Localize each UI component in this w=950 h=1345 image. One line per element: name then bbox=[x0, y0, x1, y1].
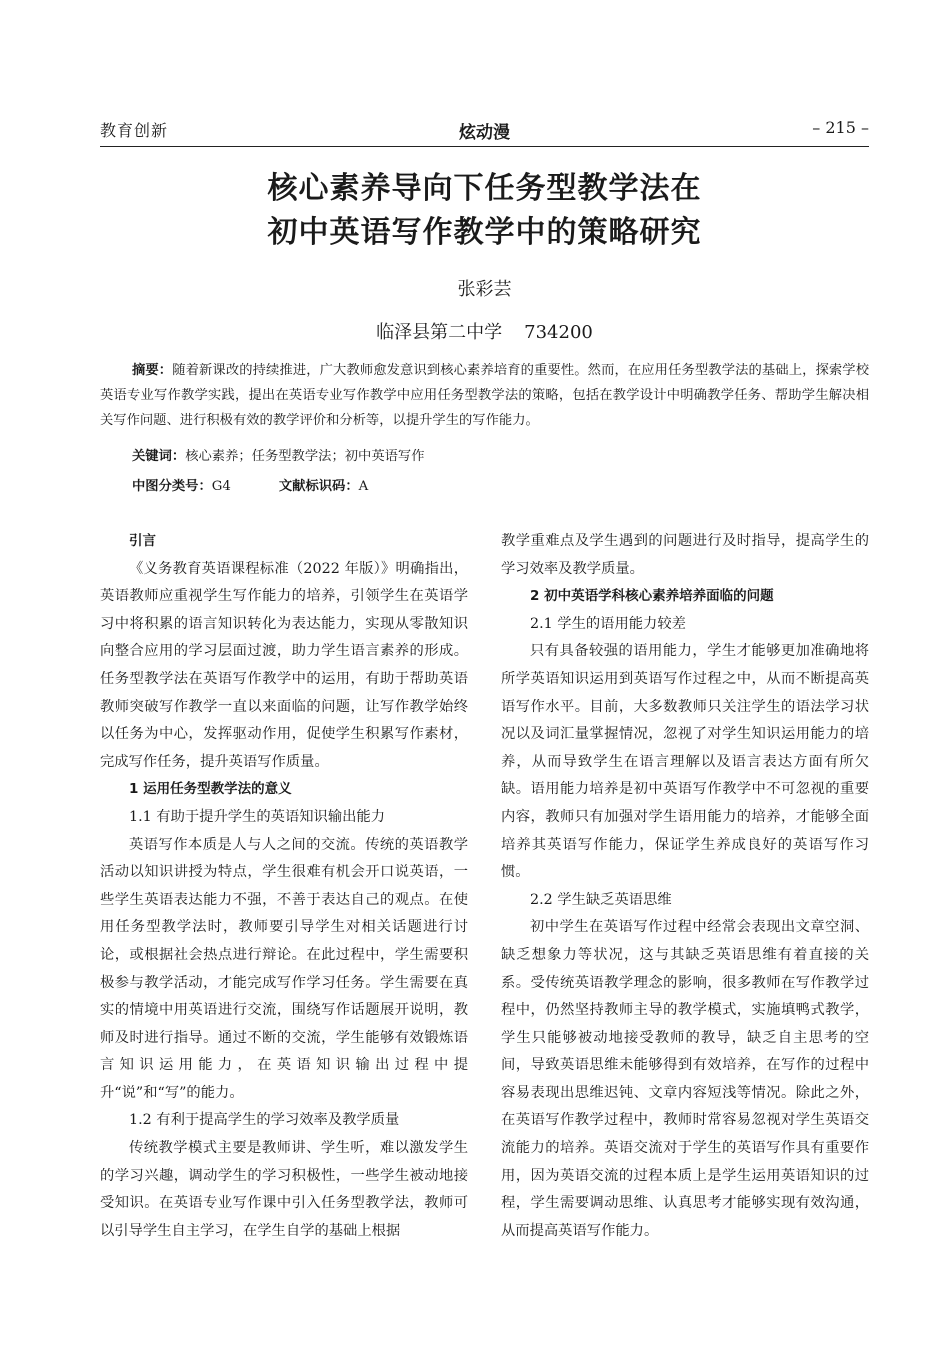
subsection-heading-2-1: 2.1 学生的语用能力较差 bbox=[530, 615, 686, 632]
article-title-line-1: 核心素养导向下任务型教学法在 bbox=[267, 171, 702, 206]
paragraph-1-1: 英语写作本质是人与人之间的交流。传统的英语教学活动以知识讲授为特点，学生很难有机会开口说英语，一些学生英语表达能力不强，不善于表达自己的观点。在使用任务型教学法时，教师要引导学生对相关话题进行讨论，或根据社会热点进行辩论。在此过程中，学生需要积极参与教学活动，才能完成写作学习任务。学生需要在真实的情境中用英语进行交流，围绕写作话题展开说明，教师及时进行指导。通过不断的交流，学生能够有效锻炼语言知识运用能力，在英语知识输出过程中提升“说”和“写”的能力。 bbox=[100, 836, 468, 1101]
doc-code-label: 文献标识码： bbox=[278, 479, 359, 494]
classification bbox=[132, 475, 368, 494]
section-heading-intro: 引言 bbox=[129, 533, 156, 549]
page-number: – 215 – bbox=[812, 118, 869, 137]
article-title-line-2: 初中英语写作教学中的策略研究 bbox=[267, 215, 702, 250]
paragraph-1-2: 传统教学模式主要是教师讲、学生听，难以激发学生的学习兴趣，调动学生的学习积极性，一些学生被动地接受知识。在英语专业写作课中引入任务型教学法，教师可以引导学生自主学习，在学生自学的基础上根据 bbox=[100, 1140, 468, 1239]
journal-name: 炫动漫 bbox=[459, 123, 510, 143]
affiliation bbox=[100, 318, 869, 344]
author: 张彩芸 bbox=[457, 279, 512, 300]
abstract-text: 随着新课改的持续推进，广大教师愈发意识到核心素养培育的重要性。然而，在应用任务型教学法的基础上，探索学校英语专业写作教学实践，提出在英语专业写作教学中应用任务型教学法的策略，包括在教学设计中明确教学任务、帮助学生解决相关写作问题、进行积极有效的教学评价和分析等，以提升学生的写作能力。 bbox=[100, 363, 870, 428]
section-heading-2: 2 初中英语学科核心素养培养面临的问题 bbox=[530, 588, 774, 605]
paragraph-2-2: 初中学生在英语写作过程中经常会表现出文章空洞、缺乏想象力等状况，这与其缺乏英语思维有着直接的关系。受传统英语教学理念的影响，很多教师在写作教学过程中，仍然坚持教师主导的教学模式，实施填鸭式教学，学生只能够被动地接受教师的教导，缺乏自主思考的空间，导致英语思维未能够得到有效培养，在写作的过程中容易表现出思维迟钝、文章内容短浅等情况。除此之外，在英语写作教学过程中，教师时常容易忽视对学生英语交流能力的培养。英语交流对于学生的英语写作具有重要作用，因为英语交流的过程本质上是学生运用英语知识的过程，学生需要调动思维、认真思考才能够实现有效沟通，从而提高英语写作能力。 bbox=[501, 919, 869, 1239]
paragraph-2-1: 只有具备较强的语用能力，学生才能够更加准确地将所学英语知识运用到英语写作过程之中，从而不断提高英语写作水平。目前，大多数教师只关注学生的语法学习状况以及词汇量掌握情况，忽视了对学生知识运用能力的培养，从而导致学生在语言理解以及语言表达方面有所欠缺。语用能力培养是初中英语写作教学中不可忽视的重要内容，教师只有加强对学生语用能力的培养，才能够全面培养其英语写作能力，保证学生养成良好的英语写作习惯。 bbox=[501, 643, 869, 881]
keywords-label: 关键词： bbox=[132, 449, 186, 464]
subsection-heading-1-2: 1.2 有利于提高学生的学习效率及教学质量 bbox=[129, 1112, 400, 1129]
affiliation-name: 临泽县第二中学 bbox=[376, 322, 503, 343]
abstract bbox=[100, 358, 869, 433]
subsection-heading-2-2: 2.2 学生缺乏英语思维 bbox=[530, 891, 672, 908]
clc-value: G4 bbox=[211, 479, 231, 494]
section-heading-1: 1 运用任务型教学法的意义 bbox=[129, 781, 292, 798]
body-column-left bbox=[100, 528, 468, 1245]
keywords-text: 核心素养；任务型教学法；初中英语写作 bbox=[185, 449, 425, 464]
paragraph-intro: 《义务教育英语课程标准（2022 年版）》明确指出，英语教师应重视学生写作能力的培养，引领学生在英语学习中将积累的语言知识转化为表达能力，实现从零散知识向整合应用的学习层面过渡，助力学生语言素养的形成。任务型教学法在英语写作教学中的运用，有助于帮助英语教师突破写作教学一直以来面临的问题，让写作教学始终以任务为中心，发挥驱动作用，促使学生积累写作素材，完成写作任务，提升英语写作质量。 bbox=[100, 560, 468, 770]
paragraph-1-2-continued: 教学重难点及学生遇到的问题进行及时指导，提高学生的学习效率及教学质量。 bbox=[501, 533, 869, 577]
affiliation-zip: 734200 bbox=[524, 322, 593, 343]
body-column-right bbox=[501, 528, 869, 1245]
abstract-label: 摘要： bbox=[132, 363, 173, 378]
clc-label: 中图分类号： bbox=[132, 479, 212, 494]
doc-code-value: A bbox=[358, 479, 369, 494]
journal-section: 教育创新 bbox=[100, 121, 169, 140]
running-header bbox=[100, 118, 869, 147]
subsection-heading-1-1: 1.1 有助于提升学生的英语知识输出能力 bbox=[129, 808, 386, 825]
keywords bbox=[132, 445, 425, 464]
